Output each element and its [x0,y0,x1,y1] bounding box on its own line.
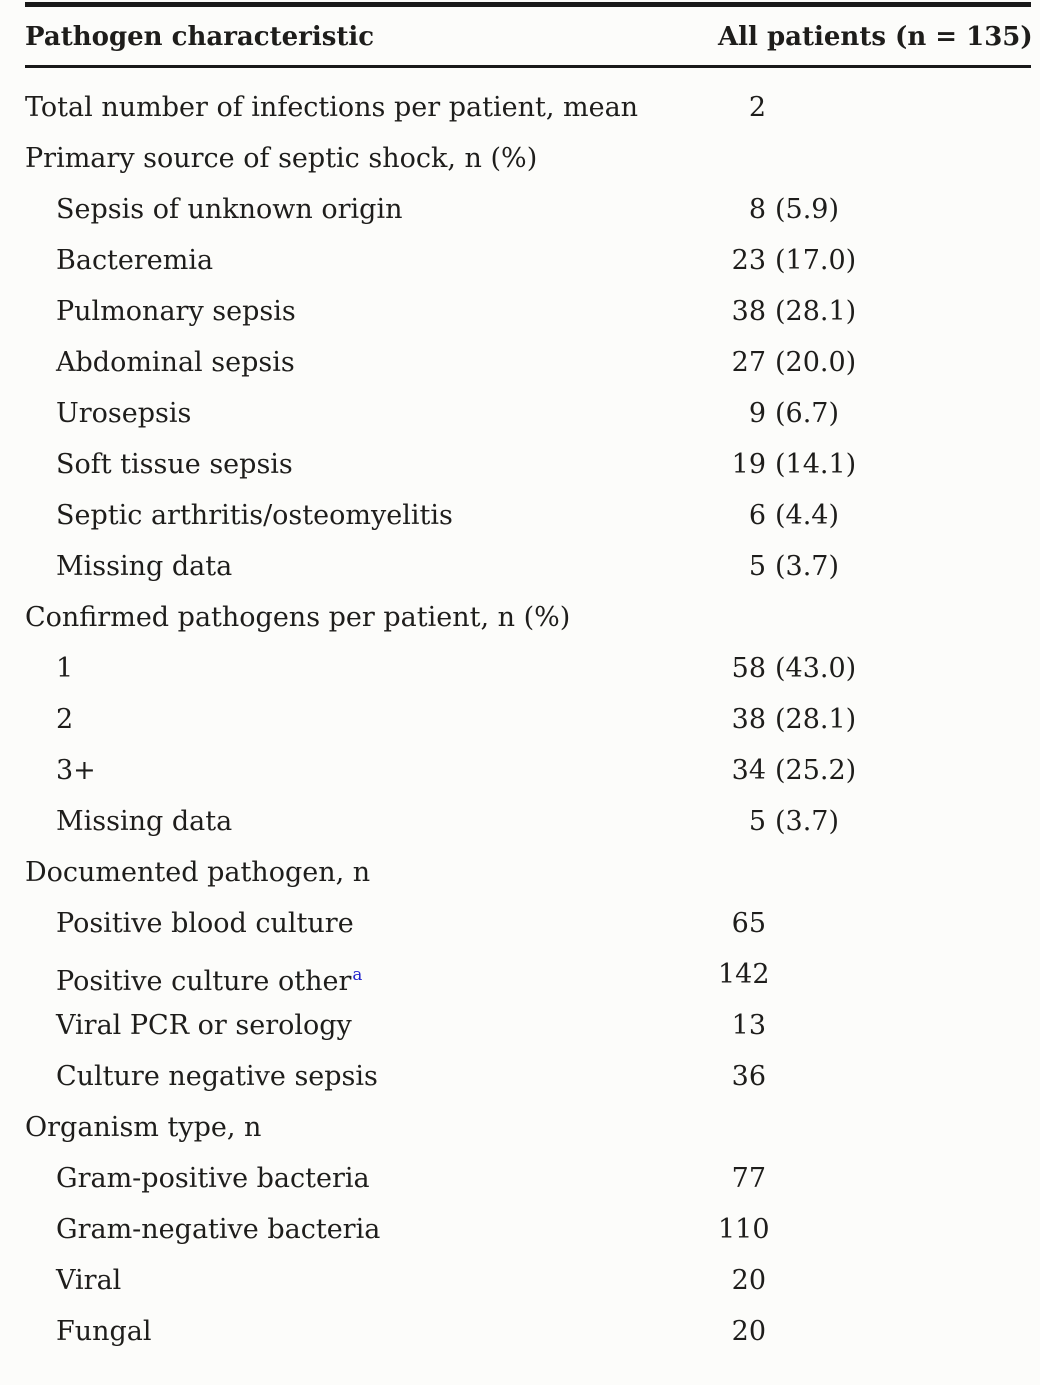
table-row [25,133,1031,184]
row-label: Total number of infections per patient, mean [25,92,639,123]
row-label-cell [25,235,718,286]
row-label-cell [25,1204,718,1255]
row-value-cell [718,1102,1031,1153]
row-value-cell [718,337,1031,388]
row-label: Confirmed pathogens per patient, n (%) [25,602,571,633]
row-count: 58 [731,653,766,684]
row-label: 3+ [56,755,96,786]
row-value-cell [718,1306,1031,1357]
row-label-cell [25,592,718,643]
row-value-cell [718,694,1031,745]
row-value-cell [718,439,1031,490]
row-label: Primary source of septic shock, n (%) [25,143,538,174]
row-label: Bacteremia [56,245,214,276]
row-label: Sepsis of unknown origin [56,194,403,225]
row-label-cell [25,1255,718,1306]
row-count: 142 [718,959,770,990]
row-value-cell [718,1051,1031,1102]
row-value-cell [718,1153,1031,1204]
row-label-cell [25,1102,718,1153]
table-row [25,847,1031,898]
row-percent: (43.0) [775,653,857,684]
row-value-cell [718,949,1031,1000]
table-row [25,439,1031,490]
column-header-pathogen-characteristic: Pathogen characteristic [25,22,375,52]
row-label-cell [25,796,718,847]
row-value-cell [718,796,1031,847]
table-row [25,541,1031,592]
row-label: Culture negative sepsis [56,1061,378,1092]
row-label: Soft tissue sepsis [56,449,293,480]
row-label: Documented pathogen, n [25,857,371,888]
row-value-cell [718,745,1031,796]
row-label: Missing data [56,806,233,837]
row-value-cell [718,286,1031,337]
table-row [25,745,1031,796]
footnote-marker-a: a [352,964,363,984]
row-percent: (14.1) [775,449,857,480]
row-count: 36 [731,1061,766,1092]
row-value-cell [718,235,1031,286]
table-row [25,592,1031,643]
row-label-cell [25,745,718,796]
row-label-cell [25,388,718,439]
table-row [25,1204,1031,1255]
row-label: Septic arthritis/osteomyelitis [56,500,453,531]
row-value-cell [718,592,1031,643]
row-count: 5 [748,551,766,582]
row-label-cell [25,184,718,235]
table-row [25,643,1031,694]
row-label: Pulmonary sepsis [56,296,296,327]
row-label-cell [25,643,718,694]
row-count: 9 [748,398,766,429]
row-count: 19 [731,449,766,480]
row-value-cell [718,82,1031,133]
row-label-cell [25,694,718,745]
row-label: 2 [56,704,74,735]
row-value-cell [718,1000,1031,1051]
table-row [25,184,1031,235]
row-percent: (6.7) [775,398,840,429]
row-percent: (5.9) [775,194,840,225]
row-label: Gram-positive bacteria [56,1163,370,1194]
row-label-cell [25,1306,718,1357]
row-count: 5 [748,806,766,837]
row-label-cell [25,439,718,490]
table-row [25,1000,1031,1051]
row-label: Viral PCR or serology [56,1010,352,1041]
row-value-cell [718,388,1031,439]
row-label-cell [25,1000,718,1051]
row-percent: (25.2) [775,755,857,786]
row-label-cell [25,286,718,337]
row-label: Fungal [56,1316,152,1347]
row-percent: (28.1) [775,296,857,327]
row-percent: (4.4) [775,500,840,531]
row-value-cell [718,898,1031,949]
row-count: 77 [731,1163,766,1194]
table-row [25,694,1031,745]
row-label-cell [25,949,718,1000]
table-row [25,796,1031,847]
table-row [25,82,1031,133]
row-label-cell [25,490,718,541]
row-count: 65 [731,908,766,939]
row-value-cell [718,1204,1031,1255]
row-value-cell [718,847,1031,898]
row-value-cell [718,133,1031,184]
table-row [25,949,1031,1000]
table-row [25,1255,1031,1306]
row-label-cell [25,133,718,184]
row-label-cell [25,541,718,592]
table-row [25,286,1031,337]
row-value-cell [718,184,1031,235]
column-header-all-patients: All patients (n = 135) [718,22,1033,52]
table-row [25,898,1031,949]
row-label-cell [25,1153,718,1204]
row-label-cell [25,337,718,388]
row-count: 2 [748,92,766,123]
row-label-cell [25,898,718,949]
row-label: Viral [56,1265,122,1296]
table-header-row [25,7,1031,65]
row-percent: (28.1) [775,704,857,735]
table-row [25,337,1031,388]
table-body [25,68,1031,1357]
row-count: 20 [731,1316,766,1347]
row-label-cell [25,82,718,133]
row-label: Positive blood culture [56,908,354,939]
table-row [25,235,1031,286]
row-value-cell [718,541,1031,592]
row-label: Urosepsis [56,398,192,429]
row-label: Gram-negative bacteria [56,1214,381,1245]
row-count: 34 [731,755,766,786]
row-percent: (3.7) [775,551,840,582]
row-label: 1 [56,653,74,684]
row-count: 6 [748,500,766,531]
row-label-cell [25,847,718,898]
table-row [25,388,1031,439]
row-count: 38 [731,296,766,327]
row-count: 110 [718,1214,770,1245]
row-percent: (17.0) [775,245,857,276]
row-percent: (20.0) [775,347,857,378]
table-row [25,490,1031,541]
row-count: 20 [731,1265,766,1296]
row-label: Abdominal sepsis [56,347,295,378]
row-value-cell [718,1255,1031,1306]
row-count: 8 [748,194,766,225]
row-percent: (3.7) [775,806,840,837]
row-count: 13 [731,1010,766,1041]
row-count: 27 [731,347,766,378]
row-label-cell [25,1051,718,1102]
table-row [25,1153,1031,1204]
table-row [25,1306,1031,1357]
table-row [25,1102,1031,1153]
row-label: Missing data [56,551,233,582]
row-count: 38 [731,704,766,735]
row-value-cell [718,490,1031,541]
row-label: Positive culture other [56,966,352,997]
row-count: 23 [731,245,766,276]
row-label: Organism type, n [25,1112,262,1143]
row-value-cell [718,643,1031,694]
table-row [25,1051,1031,1102]
